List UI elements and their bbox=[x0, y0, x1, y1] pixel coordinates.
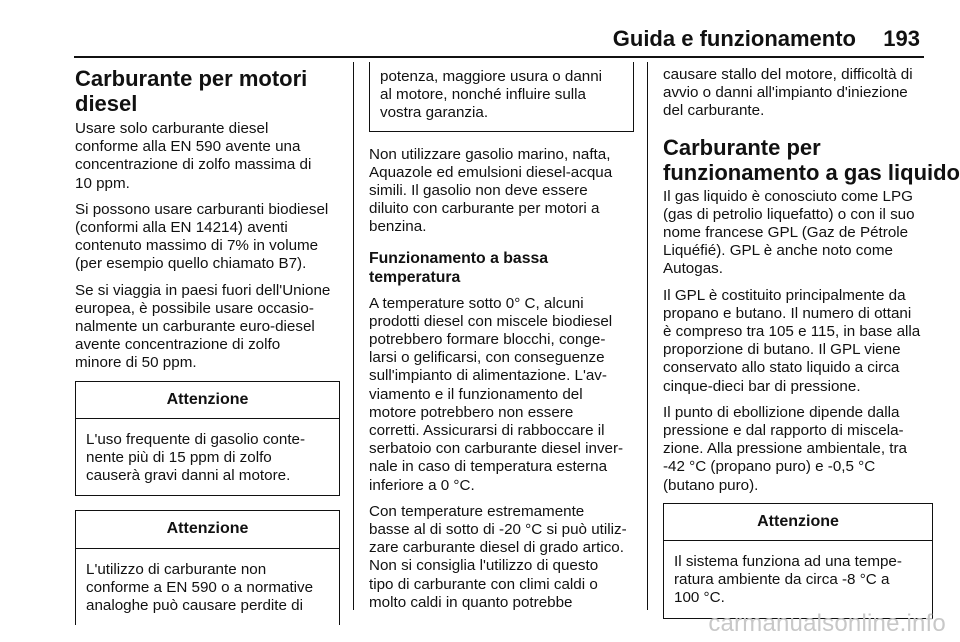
header-rule bbox=[74, 56, 924, 58]
section-heading-diesel: Carburante per motori diesel bbox=[75, 66, 308, 116]
column-2 bbox=[369, 66, 634, 620]
column-divider bbox=[647, 62, 648, 610]
paragraph: Si possono usare carburanti biodiesel (conformi alla EN 14214) aventi contenuto massimo di 7% in volume (per esempio quello chiamato B7). bbox=[75, 200, 329, 273]
warning-box bbox=[75, 381, 340, 497]
column-3 bbox=[663, 66, 960, 629]
paragraph: Il GPL è costituito principalmente da propano e butano. Il numero di ottani è compreso tra 105 e 115, in base alla proporzione di butano. Il GPL viene conservato allo stato liquido a circa cinque-dieci bar di pressione. bbox=[663, 286, 921, 395]
warning-title: Attenzione bbox=[76, 382, 339, 419]
watermark: carmanualsonline.info bbox=[708, 610, 946, 637]
column-1 bbox=[75, 66, 340, 625]
warning-text: L'utilizzo di carburante non conforme a EN 590 o a normative analoghe può causare perdite di bbox=[86, 560, 314, 615]
section-heading-lpg: Carburante per funzionamento a gas liquido bbox=[663, 134, 960, 185]
page-number: 193 bbox=[883, 26, 920, 51]
paragraph: Il punto di ebollizione dipende dalla pressione e dal rapporto di miscela- zione. Alla pressione ambientale, tra -42 °C (propano puro) e -0,5 °C (butano puro). bbox=[663, 403, 907, 494]
warning-text: L'uso frequente di gasolio conte- nente più di 15 ppm di zolfo causerà gravi danni al motore. bbox=[86, 430, 306, 485]
paragraph: A temperature sotto 0° C, alcuni prodotti diesel con miscele biodiesel potrebbero formare blocchi, conge- larsi o gelificarsi, con conseguenze sull'impianto di alimentazione. L'av- viamento e il funzionamento del motore potrebbero non essere corretti. Assicurarsi di rabboccare il serbatoio con carburante diesel inver- nale in caso di temperatura esterna inferiore a 0 °C. bbox=[369, 294, 624, 494]
running-title: Guida e funzionamento bbox=[612, 26, 856, 51]
column-divider bbox=[353, 62, 354, 610]
warning-title: Attenzione bbox=[664, 504, 932, 541]
paragraph: Usare solo carburante diesel conforme alla EN 590 avente una concentrazione di zolfo massima di 10 ppm. bbox=[75, 120, 312, 192]
paragraph: Non utilizzare gasolio marino, nafta, Aquazole ed emulsioni diesel-acqua simili. Il gasolio non deve essere diluito con carburante per motori a benzina. bbox=[369, 145, 613, 236]
warning-box bbox=[663, 503, 933, 619]
paragraph: causare stallo del motore, difficoltà di avvio o danni all'impianto d'iniezione del carburante. bbox=[663, 66, 913, 120]
warning-title: Attenzione bbox=[76, 511, 339, 548]
paragraph: Il gas liquido è conosciuto come LPG (gas di petrolio liquefatto) o con il suo nome francese GPL (Gaz de Pétrole Liquéfié). GPL è anche noto come Autogas. bbox=[663, 187, 915, 278]
paragraph: Con temperature estremamente basse al di sotto di -20 °C si può utiliz- zare carburante diesel di grado artico. Non si consiglia l'utilizzo di questo tipo di carburante con climi caldi o molto caldi in quanto potrebbe bbox=[369, 502, 627, 611]
page-header bbox=[0, 0, 960, 58]
subsection-heading: Funzionamento a bassa temperatura bbox=[369, 249, 549, 286]
warning-box-continued: potenza, maggiore usura o danni al motore, nonché influire sulla vostra garanzia. bbox=[369, 62, 634, 132]
warning-box bbox=[75, 510, 340, 625]
warning-text: Il sistema funziona ad una tempe- ratura ambiente da circa -8 °C a 100 °C. bbox=[674, 553, 902, 607]
paragraph: Se si viaggia in paesi fuori dell'Unione europea, è possibile usare occasio- nalmente un carburante euro-diesel avente concentrazione di zolfo minore di 50 ppm. bbox=[75, 281, 331, 372]
